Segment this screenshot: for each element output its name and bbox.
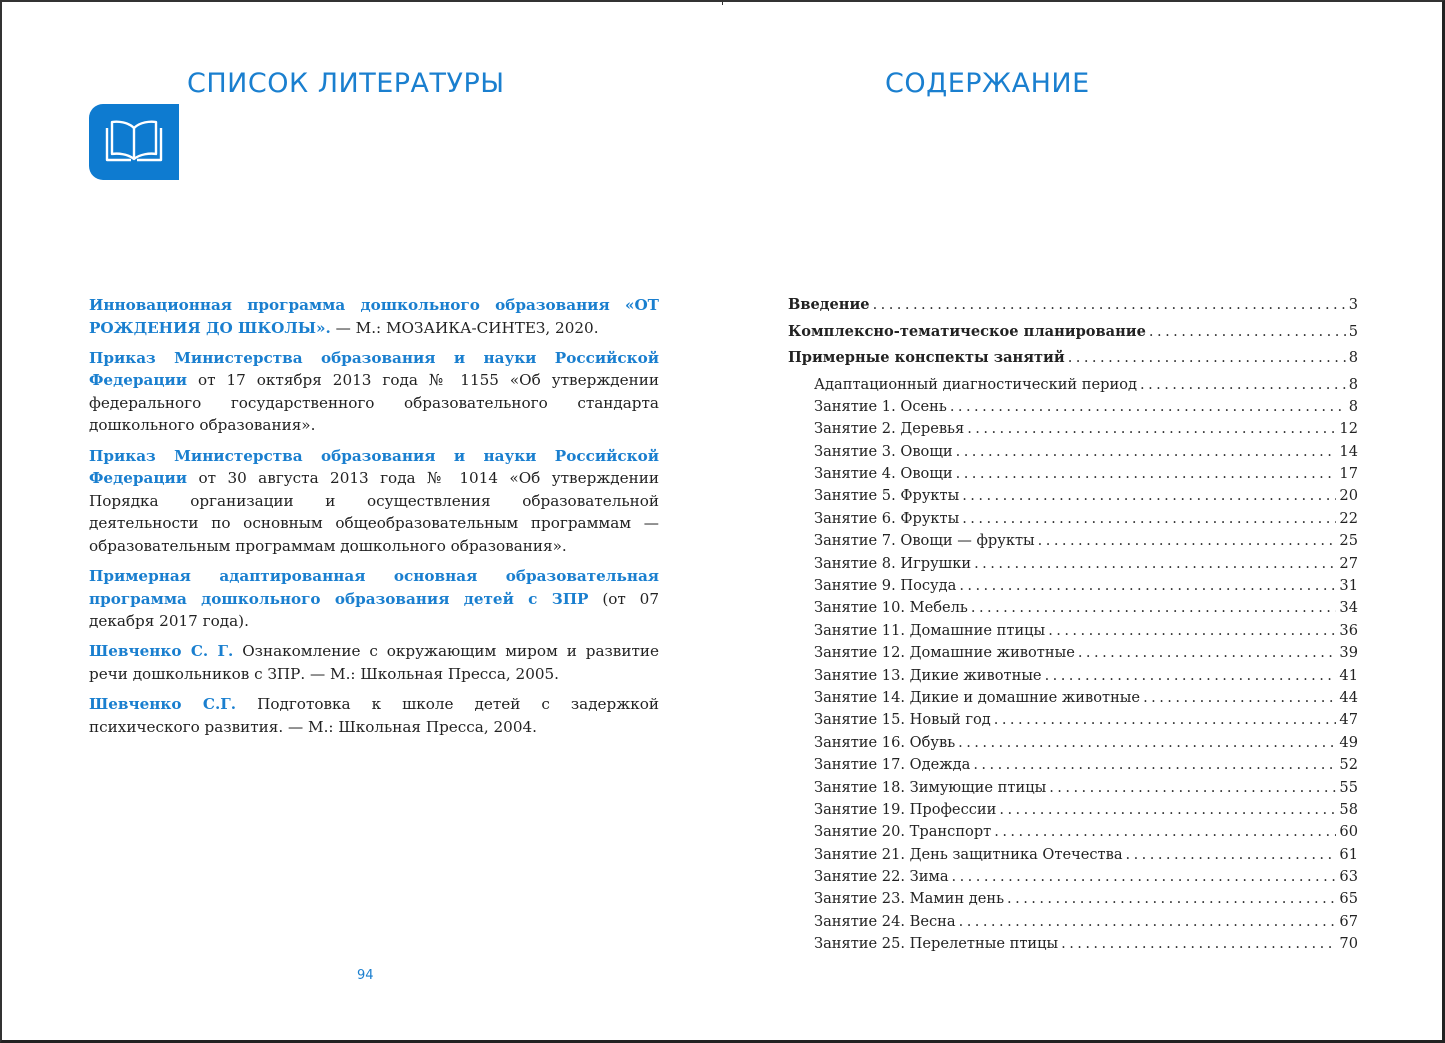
right-page (723, 0, 1445, 1043)
toc-entry[interactable] (788, 935, 1358, 957)
entry-title: Инновационная программа дошкольного образования «ОТ РОЖДЕНИЯ ДО ШКОЛЫ». (89, 296, 659, 337)
toc-entry-title: Введение (788, 296, 870, 313)
toc-entry-title: Занятие 11. Домашние птицы (814, 621, 1046, 639)
toc-entry-title: Занятие 20. Транспорт (814, 823, 992, 841)
toc-entry[interactable] (788, 779, 1358, 801)
toc-dot-leader (956, 443, 1337, 460)
bibliography-entry (89, 347, 659, 437)
toc-entry[interactable] (788, 734, 1358, 756)
toc-entry-title: Занятие 8. Игрушки (814, 554, 972, 572)
toc-entry-title: Занятие 3. Овощи (814, 442, 953, 460)
toc-entry-title: Занятие 21. День защитника Отечества (814, 845, 1123, 863)
toc-entry-page: 8 (1348, 375, 1358, 393)
toc-entry[interactable] (788, 420, 1358, 442)
toc-entry-page: 47 (1339, 711, 1358, 729)
toc-entry[interactable] (788, 890, 1358, 912)
toc-entry[interactable] (788, 443, 1358, 465)
toc-entry-page: 27 (1339, 554, 1358, 572)
toc-dot-leader (1061, 935, 1336, 952)
toc-entry-title: Адаптационный диагностический период (814, 375, 1137, 393)
toc-entry[interactable] (788, 577, 1358, 599)
toc-entry-title: Занятие 7. Овощи — фрукты (814, 532, 1035, 550)
toc-dot-leader (1007, 890, 1336, 907)
toc-entry-page: 8 (1348, 397, 1358, 415)
toc-entry-page: 34 (1339, 599, 1358, 617)
toc-dot-leader (1068, 349, 1346, 366)
entry-details: — М.: МОЗАИКА-СИНТЕЗ, 2020. (330, 318, 599, 337)
toc-entry-page: 55 (1339, 778, 1358, 796)
toc-entry[interactable] (788, 644, 1358, 666)
toc-dot-leader (1045, 667, 1337, 684)
toc-dot-leader (1149, 323, 1346, 340)
toc-entry-page: 44 (1339, 688, 1358, 706)
entry-title: Примерная адаптированная основная образовательная программа дошкольного образования детей с ЗПР (89, 567, 659, 608)
toc-entry-page: 12 (1339, 420, 1358, 438)
toc-entry[interactable] (788, 296, 1358, 323)
left-page (0, 0, 722, 1043)
toc-dot-leader (1126, 846, 1337, 863)
toc-entry-page: 67 (1339, 912, 1358, 930)
toc-dot-leader (1078, 644, 1337, 661)
toc-dot-leader (1038, 532, 1337, 549)
toc-entry[interactable] (788, 599, 1358, 621)
toc-entry-page: 39 (1339, 644, 1358, 662)
entry-details: (от 07 декабря 2017 года). (89, 589, 659, 631)
toc-entry[interactable] (788, 846, 1358, 868)
toc-entry-page: 3 (1348, 296, 1358, 313)
toc-dot-leader (1049, 779, 1336, 796)
toc-entry-page: 70 (1339, 935, 1358, 953)
entry-title: Шевченко С. Г. (89, 642, 234, 661)
toc-entry[interactable] (788, 913, 1358, 935)
toc-entry-title: Занятие 12. Домашние животные (814, 644, 1075, 662)
toc-dot-leader (962, 487, 1336, 504)
toc-entry-title: Занятие 25. Перелетные птицы (814, 935, 1059, 953)
bibliography-entry (89, 294, 659, 339)
toc-entry-page: 36 (1339, 621, 1358, 639)
toc-entry[interactable] (788, 689, 1358, 711)
toc-entry[interactable] (788, 487, 1358, 509)
page-spine (722, 0, 723, 5)
toc-dot-leader (958, 734, 1336, 751)
bibliography-entry (89, 693, 659, 738)
toc-entry-title: Примерные конспекты занятий (788, 349, 1065, 366)
toc-entry[interactable] (788, 376, 1358, 398)
toc-entry-page: 41 (1339, 666, 1358, 684)
toc-entry-title: Занятие 4. Овощи (814, 465, 953, 483)
toc-entry-page: 25 (1339, 532, 1358, 550)
table-of-contents (788, 296, 1358, 958)
toc-entry[interactable] (788, 756, 1358, 778)
toc-dot-leader (959, 577, 1336, 594)
toc-entry-title: Занятие 1. Осень (814, 397, 947, 415)
toc-entry-page: 5 (1348, 322, 1358, 340)
bibliography-list (89, 294, 659, 746)
bibliography-title: СПИСОК ЛИТЕРАТУРЫ (187, 68, 505, 99)
toc-entry-page: 14 (1339, 442, 1358, 460)
toc-entry[interactable] (788, 510, 1358, 532)
toc-dot-leader (952, 868, 1337, 885)
toc-entry-title: Занятие 13. Дикие животные (814, 666, 1042, 684)
toc-entry-title: Занятие 5. Фрукты (814, 487, 960, 505)
toc-entry[interactable] (788, 711, 1358, 733)
toc-dot-leader (950, 398, 1346, 415)
toc-dot-leader (967, 420, 1336, 437)
toc-entry-page: 61 (1339, 845, 1358, 863)
toc-dot-leader (971, 599, 1337, 616)
toc-dot-leader (962, 510, 1336, 527)
toc-entry-page: 49 (1339, 733, 1358, 751)
toc-entry-page: 60 (1339, 823, 1358, 841)
entry-details: Подготовка к школе детей с задержкой психического развития. — М.: Школьная Пресса, 2004. (89, 695, 659, 736)
entry-details: от 30 августа 2013 года № 1014 «Об утверждении Порядка организации и осуществления образовательной деятельности по основным общеобразовательным программам — образовательным программам дошкольного образования». (89, 469, 659, 555)
toc-entry-title: Занятие 19. Профессии (814, 800, 997, 818)
toc-entry-title: Занятие 15. Новый год (814, 711, 991, 729)
contents-title: СОДЕРЖАНИЕ (885, 68, 1090, 99)
toc-dot-leader (1143, 689, 1336, 706)
toc-entry-page: 20 (1339, 487, 1358, 505)
toc-entry-page: 22 (1339, 509, 1358, 527)
toc-dot-leader (994, 711, 1337, 728)
toc-entry[interactable] (788, 398, 1358, 420)
toc-entry[interactable] (788, 532, 1358, 554)
toc-entry[interactable] (788, 465, 1358, 487)
toc-dot-leader (973, 756, 1336, 773)
toc-entry-title: Занятие 24. Весна (814, 912, 956, 930)
toc-dot-leader (873, 296, 1346, 313)
entry-details: от 17 октября 2013 года № 1155 «Об утверждении федерального государственного образовательного стандарта дошкольного образования». (89, 371, 659, 435)
toc-entry-page: 52 (1339, 756, 1358, 774)
toc-entry-page: 65 (1339, 890, 1358, 908)
toc-entry[interactable] (788, 823, 1358, 845)
toc-entry-page: 8 (1348, 349, 1358, 366)
toc-dot-leader (956, 465, 1337, 482)
toc-entry-title: Занятие 16. Обувь (814, 733, 956, 751)
entry-title: Приказ Министерства образования и науки Российской Федерации (89, 446, 659, 488)
toc-dot-leader (999, 801, 1336, 818)
toc-dot-leader (959, 913, 1337, 930)
toc-entry-title: Занятие 17. Одежда (814, 756, 971, 774)
toc-entry-title: Занятие 9. Посуда (814, 577, 957, 595)
toc-entry-title: Занятие 18. Зимующие птицы (814, 778, 1047, 796)
toc-entry-title: Занятие 6. Фрукты (814, 509, 960, 527)
toc-dot-leader (1048, 622, 1336, 639)
toc-dot-leader (974, 555, 1336, 572)
toc-entry[interactable] (788, 349, 1358, 376)
toc-entry-title: Занятие 2. Деревья (814, 420, 965, 438)
bibliography-entry (89, 445, 659, 558)
toc-entry[interactable] (788, 868, 1358, 890)
bibliography-icon-box (89, 104, 179, 180)
toc-entry-page: 17 (1339, 465, 1358, 483)
entry-title: Шевченко С.Г. (89, 695, 237, 713)
toc-entry[interactable] (788, 323, 1358, 350)
entry-details: Ознакомление с окружающим миром и развитие речи дошкольников с ЗПР. — М.: Школьная Пресса, 2005. (89, 642, 659, 683)
toc-entry-page: 31 (1339, 577, 1358, 595)
open-book-icon (104, 116, 164, 168)
toc-dot-leader (994, 823, 1336, 840)
toc-entry-page: 58 (1339, 800, 1358, 818)
toc-entry-title: Занятие 14. Дикие и домашние животные (814, 688, 1141, 706)
toc-entry-title: Комплексно-тематическое планирование (788, 322, 1146, 340)
entry-title: Приказ Министерства образования и науки Российской Федерации (89, 348, 659, 390)
toc-entry[interactable] (788, 555, 1358, 577)
page-number: 94 (357, 968, 374, 983)
toc-entry-title: Занятие 23. Мамин день (814, 890, 1005, 908)
toc-entry-page: 63 (1339, 868, 1358, 886)
toc-dot-leader (1140, 376, 1346, 393)
toc-entry-title: Занятие 22. Зима (814, 868, 949, 886)
toc-entry[interactable] (788, 622, 1358, 644)
toc-entry[interactable] (788, 667, 1358, 689)
toc-entry-title: Занятие 10. Мебель (814, 599, 968, 617)
bibliography-entry (89, 565, 659, 633)
bibliography-entry (89, 640, 659, 685)
toc-entry[interactable] (788, 801, 1358, 823)
